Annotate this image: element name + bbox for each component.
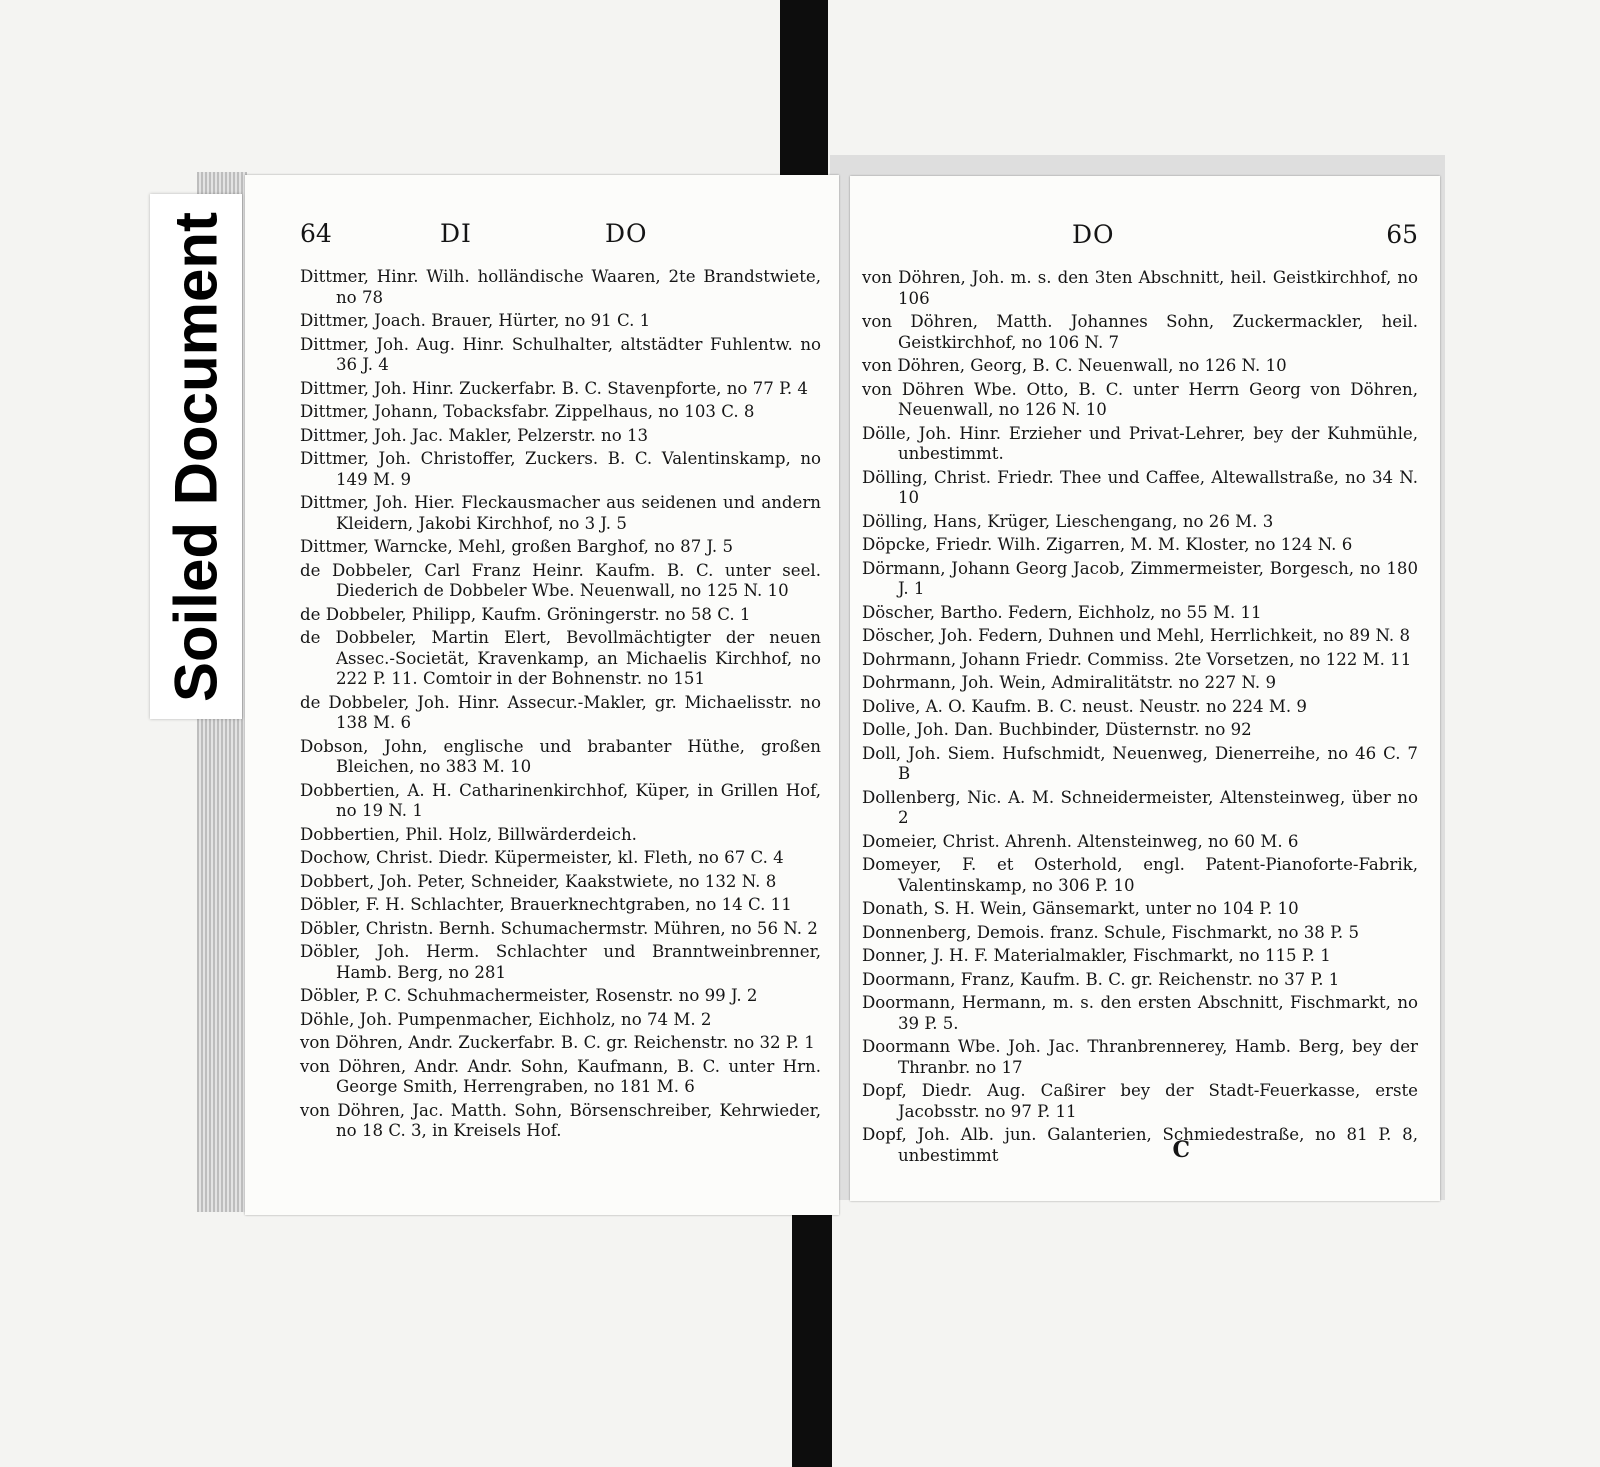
directory-entry: Döbler, P. C. Schuhmachermeister, Rosenstr. no 99 J. 2	[300, 986, 758, 1005]
directory-entry: von Döhren, Andr. Zuckerfabr. B. C. gr. Reichenstr. no 32 P. 1	[300, 1033, 815, 1052]
directory-entry: Doormann, Hermann, m. s. den ersten Abschnitt, Fischmarkt, no 39 P. 5.	[862, 993, 1418, 1033]
directory-entry: Dittmer, Hinr. Wilh. holländische Waaren, 2te Brandstwiete, no 78	[300, 267, 821, 307]
directory-entry: Dörmann, Johann Georg Jacob, Zimmermeister, Borgesch, no 180 J. 1	[862, 558, 1418, 598]
directory-entry: Dittmer, Joh. Jac. Makler, Pelzerstr. no 13	[300, 425, 649, 445]
left-entry-list	[300, 267, 821, 1142]
directory-entry: Döpcke, Friedr. Wilh. Zigarren, M. M. Kloster, no 124 N. 6	[862, 535, 1353, 554]
directory-entry: Dobbertien, A. H. Catharinenkirchhof, Küper, in Grillen Hof, no 19 N. 1	[300, 780, 821, 820]
directory-entry: Doll, Joh. Siem. Hufschmidt, Neuenweg, Dienerreihe, no 46 C. 7 B	[862, 743, 1418, 783]
directory-entry: de Dobbeler, Philipp, Kaufm. Gröningerstr. no 58 C. 1	[300, 604, 751, 624]
left-header-end: DO	[605, 219, 648, 248]
right-page-header	[862, 212, 1418, 268]
directory-entry: von Döhren, Matth. Johannes Sohn, Zuckermackler, heil. Geistkirchhof, no 106 N. 7	[862, 312, 1418, 352]
directory-entry: von Döhren, Georg, B. C. Neuenwall, no 126 N. 10	[862, 356, 1287, 375]
directory-entry: Dittmer, Johann, Tobacksfabr. Zippelhaus, no 103 C. 8	[300, 402, 755, 421]
right-header-word: DO	[1072, 220, 1115, 249]
directory-entry: Döscher, Bartho. Federn, Eichholz, no 55 M. 11	[862, 602, 1262, 622]
left-page-header	[300, 211, 821, 267]
directory-entry: Dittmer, Warncke, Mehl, großen Barghof, no 87 J. 5	[300, 537, 733, 556]
directory-entry: Donath, S. H. Wein, Gänsemarkt, unter no 104 P. 10	[862, 899, 1299, 918]
directory-entry: Doormann Wbe. Joh. Jac. Thranbrennerey, Hamb. Berg, bey der Thranbr. no 17	[862, 1037, 1418, 1077]
directory-entry: Dochow, Christ. Diedr. Küpermeister, kl. Fleth, no 67 C. 4	[300, 848, 784, 867]
directory-entry: Dölling, Christ. Friedr. Thee und Caffee, Altewallstraße, no 34 N. 10	[862, 467, 1418, 507]
directory-entry: Dittmer, Joach. Brauer, Hürter, no 91 C. 1	[300, 311, 651, 330]
directory-entry: Dobbert, Joh. Peter, Schneider, Kaakstwiete, no 132 N. 8	[300, 871, 777, 891]
directory-entry: Dopf, Joh. Alb. jun. Galanterien, Schmiedestraße, no 81 P. 8, unbestimmt	[862, 1125, 1418, 1165]
binding-clip-top	[780, 0, 828, 190]
directory-entry: von Döhren Wbe. Otto, B. C. unter Herrn Georg von Döhren, Neuenwall, no 126 N. 10	[862, 379, 1418, 419]
directory-entry: Domeyer, F. et Osterhold, engl. Patent-Pianoforte-Fabrik, Valentinskamp, no 306 P. 10	[862, 855, 1418, 895]
label-text: Soiled Document	[162, 211, 230, 702]
directory-entry: Döscher, Joh. Federn, Duhnen und Mehl, Herrlichkeit, no 89 N. 8	[862, 626, 1411, 645]
directory-entry: Döbler, Christn. Bernh. Schumachermstr. Mühren, no 56 N. 2	[300, 918, 818, 938]
directory-entry: Dittmer, Joh. Hier. Fleckausmacher aus seidenen und andern Kleidern, Jakobi Kirchhof, no 3 J. 5	[300, 493, 821, 533]
directory-entry: Dölle, Joh. Hinr. Erzieher und Privat-Lehrer, bey der Kuhmühle, unbestimmt.	[862, 423, 1418, 463]
directory-entry: Döbler, F. H. Schlachter, Brauerknechtgraben, no 14 C. 11	[300, 895, 792, 914]
directory-entry: von Döhren, Joh. m. s. den 3ten Abschnitt, heil. Geistkirchhof, no 106	[862, 268, 1418, 308]
right-page-number: 65	[1386, 220, 1418, 249]
directory-entry: Dolle, Joh. Dan. Buchbinder, Düsternstr. no 92	[862, 720, 1252, 739]
directory-entry: Donner, J. H. F. Materialmakler, Fischmarkt, no 115 P. 1	[862, 946, 1331, 965]
soiled-document-label	[150, 194, 242, 719]
left-page	[245, 175, 839, 1215]
directory-entry: de Dobbeler, Martin Elert, Bevollmächtigter der neuen Assec.-Societät, Kravenkamp, an Michaelis Kirchhof, no 222 P. 11. Comtoir in der Bohnenstr. no 151	[300, 628, 821, 688]
directory-entry: Dobson, John, englische und brabanter Hüthe, großen Bleichen, no 383 M. 10	[300, 736, 821, 776]
directory-entry: Dollenberg, Nic. A. M. Schneidermeister, Altensteinweg, über no 2	[862, 787, 1418, 827]
directory-entry: de Dobbeler, Carl Franz Heinr. Kaufm. B. C. unter seel. Diederich de Dobbeler Wbe. Neuenwall, no 125 N. 10	[300, 560, 821, 600]
directory-entry: Döhle, Joh. Pumpenmacher, Eichholz, no 74 M. 2	[300, 1009, 712, 1029]
directory-entry: Doormann, Franz, Kaufm. B. C. gr. Reichenstr. no 37 P. 1	[862, 969, 1340, 989]
left-header-start: DI	[440, 219, 472, 248]
catchword: C	[1172, 1137, 1190, 1163]
right-entry-list	[862, 268, 1418, 1166]
left-page-number: 64	[300, 219, 332, 248]
directory-entry: de Dobbeler, Joh. Hinr. Assecur.-Makler, gr. Michaelisstr. no 138 M. 6	[300, 692, 821, 732]
directory-entry: Dohrmann, Joh. Wein, Admiralitätstr. no 227 N. 9	[862, 673, 1277, 692]
directory-entry: Dölling, Hans, Krüger, Lieschengang, no 26 M. 3	[862, 511, 1274, 531]
directory-entry: von Döhren, Andr. Andr. Sohn, Kaufmann, B. C. unter Hrn. George Smith, Herrengraben, no 181 M. 6	[300, 1056, 821, 1096]
directory-entry: Döbler, Joh. Herm. Schlachter und Branntweinbrenner, Hamb. Berg, no 281	[300, 942, 821, 982]
directory-entry: Donnenberg, Demois. franz. Schule, Fischmarkt, no 38 P. 5	[862, 922, 1360, 942]
directory-entry: von Döhren, Jac. Matth. Sohn, Börsenschreiber, Kehrwieder, no 18 C. 3, in Kreisels Hof.	[300, 1100, 821, 1140]
directory-entry: Dobbertien, Phil. Holz, Billwärderdeich.	[300, 824, 637, 844]
directory-entry: Domeier, Christ. Ahrenh. Altensteinweg, no 60 M. 6	[862, 831, 1299, 851]
binding-clip-bottom	[792, 1195, 832, 1467]
directory-entry: Dohrmann, Johann Friedr. Commiss. 2te Vorsetzen, no 122 M. 11	[862, 649, 1412, 669]
right-page	[850, 176, 1440, 1201]
directory-entry: Dittmer, Joh. Hinr. Zuckerfabr. B. C. Stavenpforte, no 77 P. 4	[300, 378, 808, 398]
directory-entry: Dopf, Diedr. Aug. Caßirer bey der Stadt-Feuerkasse, erste Jacobsstr. no 97 P. 11	[862, 1081, 1418, 1121]
directory-entry: Dittmer, Joh. Aug. Hinr. Schulhalter, altstädter Fuhlentw. no 36 J. 4	[300, 334, 821, 374]
directory-entry: Dittmer, Joh. Christoffer, Zuckers. B. C. Valentinskamp, no 149 M. 9	[300, 449, 821, 489]
directory-entry: Dolive, A. O. Kaufm. B. C. neust. Neustr. no 224 M. 9	[862, 696, 1307, 716]
